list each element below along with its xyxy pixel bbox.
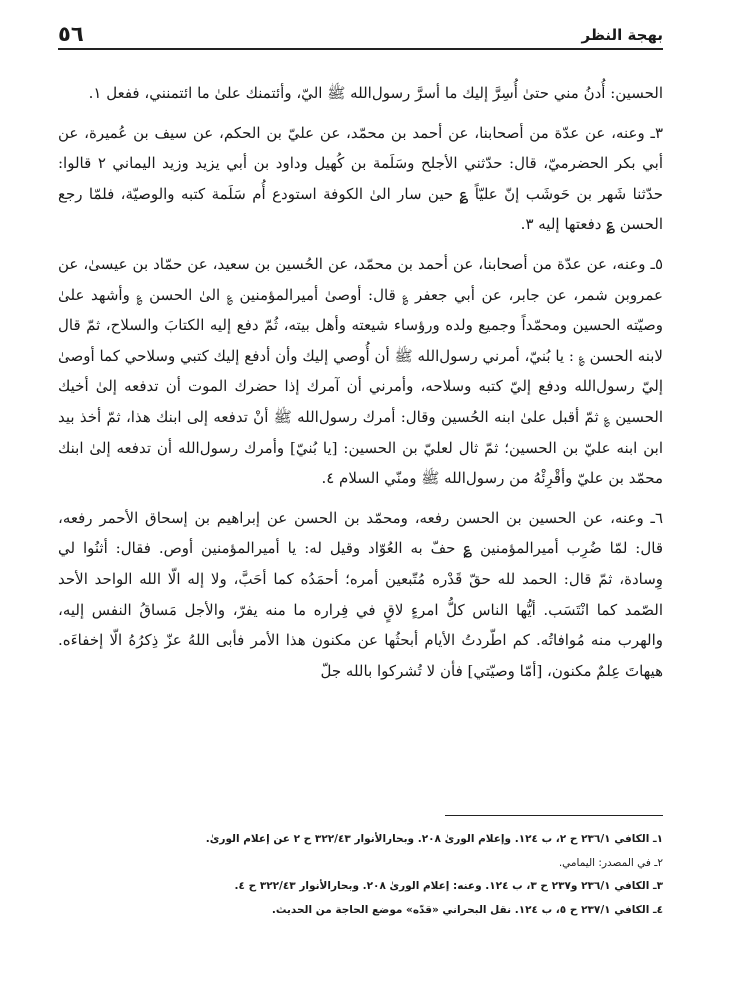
- running-header: [58, 22, 663, 50]
- page-number: ٥٦: [58, 22, 84, 46]
- paragraph-hadith-5: ٥ـ وعنه، عن عدّة من أصحابنا، عن أحمد بن محمّد، عن الحُسين بن سعيد، عن حمّاد بن عيسىٰ، عن عمروبن شمر، عن جابر، عن أبي جعفر ؏ قال: أوصىٰ أميرالمؤمنين ؏ الىٰ الحسن ؏ وأشهد علىٰ وصيّته الحسين ومحمّداً وجميع ولده ورؤساء شيعته وأهل بيته، ثُمّ دفع إليه الكتابَ والسلاح، ثمّ قال لابنه الحسن ؏ : يا بُنيّ، أمرني رسول‌الله ﷺ أن أُوصي إليك وأن أدفع إليك كتبي وسلاحي كما أوصىٰ إليّ رسول‌الله ودفع إليّ كتبه وسلاحه، وأمرني أن آمرك إذا حضرك الموت أن تدفعه إلىٰ أخيك الحسين ؏ ثمّ أقبل علىٰ ابنه الحُسين وقال: أمرك رسول‌الله ﷺ أنْ تدفعه إلى ابنك هذا، ثمّ أخذ بيد ابن ابنه عليّ بن الحسين؛ ثمّ ثال لعليّ بن الحسين: [يا بُنيّ] وأمرك رسول‌الله أن تدفعه إلىٰ ابنك محمّد بن عليّ وأقْرِئْهُ من رسول‌الله ﷺ ومنّي السلام ٤.: [58, 254, 663, 488]
- footnotes: [58, 828, 663, 922]
- footnote-2: ٢ـ في المصدر: اليمامي.: [558, 856, 663, 869]
- main-text: [58, 78, 663, 686]
- footnote-separator: [445, 815, 663, 816]
- paragraph-hadith-6: ٦ـ وعنه، عن الحسين بن الحسن رفعه، ومحمّد بن الحسن عن إبراهيم بن إسحاق الأحمر رفعه، قال: لمّا ضُرِب أميرالمؤمنين ؏ حفّ به العُوّاد وقيل له: يا أميرالمؤمنين أوص. فقال: أثنُوا لي وِسادة، ثمّ قال: الحمد لله حقّ قَدْره مُتّبعين أمره؛ أحمَدُه كما أحَبَّ، ولا إله الّا الله الواحد الأحد الصّمد كما انْتَسَب. أيُّها الناس كلُّ امرءٍ لاقٍ في فِراره ما منه يفرّ، والأجل مَساقُ النفس إليه، والهرب منه مُوافاتُه. كم اطّردتُ الأيام أبحثُها عن مكنون هذا الأمر فأبى اللهُ عزّ ذِكرُهُ الّا إخفاءَه. هيهاتَ عِلمٌ مكنون، [أمّا وصيّتي] فأن لا تُشركوا بالله جلّ: [58, 508, 663, 680]
- paragraph-hadith-3: ٣ـ وعنه، عن عدّة من أصحابنا، عن أحمد بن محمّد، عن عليّ بن الحكم، عن سيف بن عُميرة، عن أبي بكر الحضرميّ، قال: حدّثني الأجلح وسَلَمة بن كُهيل وداود بن أبي يزيد وزيد اليماني ٢ قالوا: حدّثنا شَهر بن حَوشَب إنّ عليّاً ؏ حين سار الىٰ الكوفة استودع أُم سَلَمة كتبه والوصيّة، فلمّا رجع الحسن ؏ دفعتها إليه ٣.: [58, 123, 663, 234]
- running-title: بهجة النظر: [581, 26, 663, 44]
- footnote-3: ٣ـ الكافي ٢٣٦/١ و٢٣٧ ح ٣، ب ١٢٤. وعنه: إعلام الورىٰ ٢٠٨. وبحارالأنوار ٣٢٢/٤٣ ح ٤.: [234, 880, 663, 892]
- footnote-1: ١ـ الكافي ٢٣٦/١ ح ٢، ب ١٢٤. وإعلام الورىٰ ٢٠٨. وبحارالأنوار ٣٢٢/٤٣ ح ٢ عن إعلام الورىٰ.: [205, 833, 663, 845]
- paragraph-continuation: الحسين: أُدنُ مني حتىٰ أُسِرَّ إليك ما أسرَّ رسول‌الله ﷺ اليّ، وأئتمنك علىٰ ما ائتمنني، ففعل ١.: [88, 84, 663, 102]
- footnote-4: ٤ـ الكافي ٢٣٧/١ ح ٥، ب ١٢٤. نقل البحراني «قدّه» موضع الحاجة من الحديث.: [271, 903, 663, 916]
